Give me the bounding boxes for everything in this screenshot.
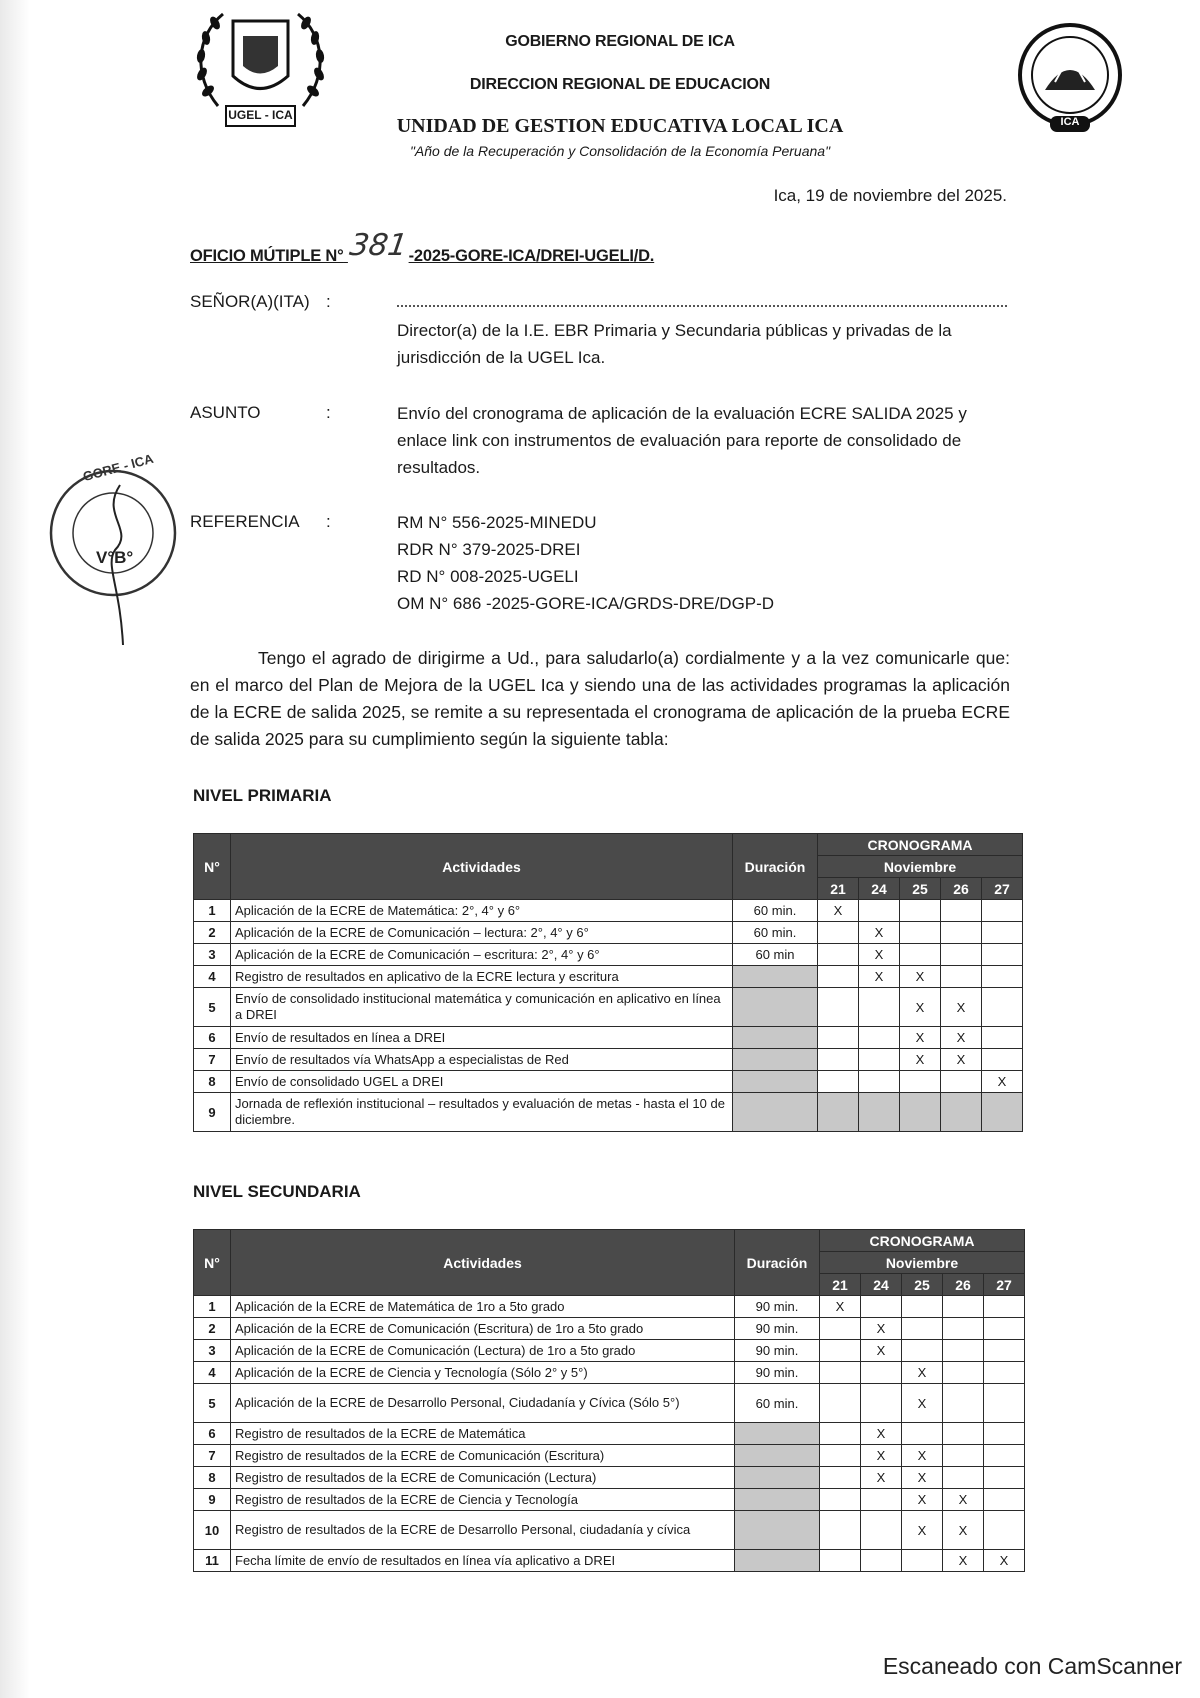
row-activity: Aplicación de la ECRE de Matemática de 1ro a 5to grado bbox=[231, 1296, 735, 1318]
schedule-mark bbox=[941, 900, 982, 922]
col-num: N° bbox=[194, 834, 231, 900]
table-row bbox=[194, 1511, 1025, 1550]
col-cronograma: CRONOGRAMA bbox=[818, 834, 1023, 856]
table-row bbox=[194, 1550, 1025, 1572]
col-day: 26 bbox=[941, 878, 982, 900]
table-row bbox=[194, 1296, 1025, 1318]
table-row bbox=[194, 1384, 1025, 1423]
table-row bbox=[194, 1318, 1025, 1340]
row-number: 4 bbox=[194, 966, 231, 988]
schedule-mark bbox=[818, 988, 859, 1027]
table-row bbox=[194, 988, 1023, 1027]
row-duration: 90 min. bbox=[735, 1362, 820, 1384]
row-duration: 60 min. bbox=[735, 1384, 820, 1423]
row-activity: Aplicación de la ECRE de Matemática: 2°, 4° y 6° bbox=[231, 900, 733, 922]
row-number: 9 bbox=[194, 1093, 231, 1132]
schedule-mark: X bbox=[902, 1489, 943, 1511]
schedule-mark bbox=[818, 1071, 859, 1093]
schedule-mark bbox=[859, 1071, 900, 1093]
schedule-mark bbox=[861, 1489, 902, 1511]
row-duration bbox=[733, 1049, 818, 1071]
row-duration: 90 min. bbox=[735, 1340, 820, 1362]
document-date: Ica, 19 de noviembre del 2025. bbox=[773, 186, 1007, 205]
senor-text: Director(a) de la I.E. EBR Primaria y Secundaria públicas y privadas de la jurisdicción de la UGEL Ica. bbox=[397, 321, 952, 367]
schedule-mark bbox=[982, 900, 1023, 922]
schedule-mark bbox=[859, 988, 900, 1027]
schedule-mark: X bbox=[861, 1340, 902, 1362]
schedule-mark: X bbox=[943, 1511, 984, 1550]
schedule-mark bbox=[941, 966, 982, 988]
row-number: 5 bbox=[194, 1384, 231, 1423]
table-row bbox=[194, 900, 1023, 922]
schedule-mark bbox=[982, 944, 1023, 966]
schedule-mark bbox=[900, 1071, 941, 1093]
addressee-dotted-line bbox=[397, 305, 1007, 307]
schedule-mark bbox=[941, 944, 982, 966]
row-number: 6 bbox=[194, 1423, 231, 1445]
schedule-mark bbox=[943, 1340, 984, 1362]
schedule-mark bbox=[984, 1362, 1025, 1384]
schedule-mark bbox=[861, 1550, 902, 1572]
schedule-mark bbox=[982, 988, 1023, 1027]
schedule-mark: X bbox=[900, 966, 941, 988]
row-number: 1 bbox=[194, 900, 231, 922]
primaria-table-body bbox=[194, 900, 1023, 1132]
row-duration bbox=[735, 1467, 820, 1489]
schedule-mark: X bbox=[861, 1445, 902, 1467]
schedule-mark bbox=[820, 1489, 861, 1511]
schedule-mark bbox=[859, 1027, 900, 1049]
asunto-text: Envío del cronograma de aplicación de la evaluación ECRE SALIDA 2025 y enlace link con instrumentos de evaluación para reporte de consolidado de resultados. bbox=[397, 404, 967, 477]
col-cronograma: CRONOGRAMA bbox=[820, 1230, 1025, 1252]
col-day: 26 bbox=[943, 1274, 984, 1296]
col-mes: Noviembre bbox=[818, 856, 1023, 878]
row-number: 9 bbox=[194, 1489, 231, 1511]
row-duration: 60 min. bbox=[733, 922, 818, 944]
left-logo-label: UGEL - ICA bbox=[228, 108, 293, 122]
row-duration bbox=[735, 1550, 820, 1572]
schedule-mark bbox=[818, 1093, 859, 1132]
table-row bbox=[194, 1423, 1025, 1445]
schedule-mark bbox=[943, 1423, 984, 1445]
schedule-mark: X bbox=[941, 1027, 982, 1049]
row-number: 7 bbox=[194, 1049, 231, 1071]
schedule-mark bbox=[902, 1550, 943, 1572]
row-duration bbox=[735, 1511, 820, 1550]
schedule-mark bbox=[902, 1318, 943, 1340]
nivel-secundaria-title: NIVEL SECUNDARIA bbox=[193, 1182, 361, 1201]
header-motto: "Año de la Recuperación y Consolidación de la Economía Peruana" bbox=[409, 143, 831, 159]
row-number: 11 bbox=[194, 1550, 231, 1572]
col-duracion: Duración bbox=[733, 834, 818, 900]
row-number: 10 bbox=[194, 1511, 231, 1550]
schedule-mark bbox=[943, 1384, 984, 1423]
row-duration bbox=[735, 1445, 820, 1467]
row-activity: Aplicación de la ECRE de Comunicación (Lectura) de 1ro a 5to grado bbox=[231, 1340, 735, 1362]
referencia-item: RD N° 008-2025-UGELI bbox=[397, 567, 579, 586]
row-activity: Registro de resultados en aplicativo de la ECRE lectura y escritura bbox=[231, 966, 733, 988]
primaria-schedule-table bbox=[193, 833, 1023, 1132]
row-duration: 60 min bbox=[733, 944, 818, 966]
row-activity: Registro de resultados de la ECRE de Comunicación (Escritura) bbox=[231, 1445, 735, 1467]
referencia-item: RM N° 556-2025-MINEDU bbox=[397, 513, 597, 532]
schedule-mark bbox=[820, 1467, 861, 1489]
schedule-mark bbox=[943, 1296, 984, 1318]
schedule-mark bbox=[818, 1049, 859, 1071]
row-activity: Registro de resultados de la ECRE de Comunicación (Lectura) bbox=[231, 1467, 735, 1489]
schedule-mark bbox=[984, 1467, 1025, 1489]
row-number: 4 bbox=[194, 1362, 231, 1384]
oficio-number-handwritten: 381 bbox=[347, 228, 410, 263]
row-number: 8 bbox=[194, 1071, 231, 1093]
row-duration bbox=[735, 1423, 820, 1445]
schedule-mark: X bbox=[943, 1550, 984, 1572]
row-duration bbox=[733, 966, 818, 988]
asunto-label: ASUNTO bbox=[190, 403, 261, 422]
col-day: 25 bbox=[900, 878, 941, 900]
schedule-mark: X bbox=[902, 1362, 943, 1384]
body-paragraph-text: Tengo el agrado de dirigirme a Ud., para saludarlo(a) cordialmente y a la vez comunicarle que: en el marco del Plan de Mejora de la UGEL Ica y siendo una de las actividades programas la aplicación de la ECRE de salida 2025, se remite a su representada el cronograma de aplicación de la prueba ECRE de salida 2025 para su cumplimiento según la siguiente tabla: bbox=[190, 648, 1010, 749]
table-row bbox=[194, 922, 1023, 944]
col-day: 25 bbox=[902, 1274, 943, 1296]
nivel-primaria-title: NIVEL PRIMARIA bbox=[193, 786, 332, 805]
schedule-mark: X bbox=[982, 1071, 1023, 1093]
schedule-mark: X bbox=[941, 988, 982, 1027]
row-activity: Envío de consolidado UGEL a DREI bbox=[231, 1071, 733, 1093]
schedule-mark bbox=[943, 1445, 984, 1467]
schedule-mark bbox=[984, 1445, 1025, 1467]
right-logo-label: ICA bbox=[1060, 116, 1080, 128]
schedule-mark bbox=[984, 1318, 1025, 1340]
schedule-mark bbox=[820, 1511, 861, 1550]
table-row bbox=[194, 1362, 1025, 1384]
schedule-mark bbox=[818, 922, 859, 944]
schedule-mark bbox=[900, 1093, 941, 1132]
schedule-mark: X bbox=[820, 1296, 861, 1318]
row-duration bbox=[735, 1489, 820, 1511]
row-duration bbox=[733, 1027, 818, 1049]
row-number: 8 bbox=[194, 1467, 231, 1489]
schedule-mark bbox=[820, 1362, 861, 1384]
row-number: 2 bbox=[194, 922, 231, 944]
row-activity: Aplicación de la ECRE de Comunicación – escritura: 2°, 4° y 6° bbox=[231, 944, 733, 966]
schedule-mark bbox=[984, 1296, 1025, 1318]
referencia-colon: : bbox=[326, 512, 331, 531]
row-activity: Registro de resultados de la ECRE de Desarrollo Personal, ciudadanía y cívica bbox=[231, 1511, 735, 1550]
row-activity: Fecha límite de envío de resultados en línea vía aplicativo a DREI bbox=[231, 1550, 735, 1572]
schedule-mark bbox=[859, 1093, 900, 1132]
schedule-mark bbox=[859, 1049, 900, 1071]
row-duration: 60 min. bbox=[733, 900, 818, 922]
schedule-mark bbox=[861, 1384, 902, 1423]
row-duration bbox=[733, 1071, 818, 1093]
schedule-mark bbox=[943, 1467, 984, 1489]
row-number: 3 bbox=[194, 1340, 231, 1362]
schedule-mark bbox=[820, 1550, 861, 1572]
schedule-mark bbox=[820, 1318, 861, 1340]
schedule-mark bbox=[900, 922, 941, 944]
table-row bbox=[194, 1071, 1023, 1093]
schedule-mark bbox=[984, 1489, 1025, 1511]
secundaria-schedule-table bbox=[193, 1229, 1025, 1572]
schedule-mark bbox=[861, 1511, 902, 1550]
schedule-mark: X bbox=[902, 1467, 943, 1489]
referencia-item: OM N° 686 -2025-GORE-ICA/GRDS-DRE/DGP-D bbox=[397, 594, 775, 613]
table-row bbox=[194, 1489, 1025, 1511]
table-row bbox=[194, 1445, 1025, 1467]
row-activity: Registro de resultados de la ECRE de Ciencia y Tecnología bbox=[231, 1489, 735, 1511]
oficio-prefix: OFICIO MÚTIPLE N° bbox=[190, 247, 344, 265]
schedule-mark bbox=[820, 1384, 861, 1423]
referencia-item: RDR N° 379-2025-DREI bbox=[397, 540, 581, 559]
schedule-mark bbox=[902, 1340, 943, 1362]
senor-colon: : bbox=[326, 292, 331, 311]
schedule-mark bbox=[984, 1384, 1025, 1423]
schedule-mark bbox=[900, 900, 941, 922]
schedule-mark bbox=[859, 900, 900, 922]
col-day: 21 bbox=[820, 1274, 861, 1296]
row-duration bbox=[733, 988, 818, 1027]
col-day: 27 bbox=[984, 1274, 1025, 1296]
schedule-mark bbox=[984, 1511, 1025, 1550]
schedule-mark bbox=[943, 1318, 984, 1340]
schedule-mark bbox=[900, 944, 941, 966]
schedule-mark bbox=[902, 1423, 943, 1445]
table-row bbox=[194, 1340, 1025, 1362]
schedule-mark bbox=[941, 1093, 982, 1132]
schedule-mark bbox=[820, 1445, 861, 1467]
schedule-mark bbox=[984, 1423, 1025, 1445]
col-day: 21 bbox=[818, 878, 859, 900]
row-activity: Envío de consolidado institucional matemática y comunicación en aplicativo en línea a DREI bbox=[231, 988, 733, 1027]
schedule-mark bbox=[982, 1093, 1023, 1132]
row-activity: Aplicación de la ECRE de Comunicación (Escritura) de 1ro a 5to grado bbox=[231, 1318, 735, 1340]
row-number: 3 bbox=[194, 944, 231, 966]
schedule-mark: X bbox=[859, 922, 900, 944]
schedule-mark: X bbox=[861, 1318, 902, 1340]
row-number: 7 bbox=[194, 1445, 231, 1467]
schedule-mark bbox=[820, 1340, 861, 1362]
schedule-mark bbox=[861, 1362, 902, 1384]
schedule-mark bbox=[982, 966, 1023, 988]
row-duration: 90 min. bbox=[735, 1296, 820, 1318]
schedule-mark bbox=[818, 1027, 859, 1049]
stamp-top-text: GORE - ICA bbox=[81, 450, 155, 485]
schedule-mark bbox=[982, 1049, 1023, 1071]
schedule-mark bbox=[818, 944, 859, 966]
schedule-mark bbox=[982, 1027, 1023, 1049]
body-paragraph bbox=[190, 645, 1010, 753]
schedule-mark bbox=[982, 922, 1023, 944]
schedule-mark: X bbox=[859, 944, 900, 966]
schedule-mark: X bbox=[943, 1489, 984, 1511]
col-day: 24 bbox=[861, 1274, 902, 1296]
schedule-mark: X bbox=[941, 1049, 982, 1071]
schedule-mark: X bbox=[902, 1445, 943, 1467]
schedule-mark: X bbox=[861, 1467, 902, 1489]
schedule-mark: X bbox=[900, 1027, 941, 1049]
col-actividades: Actividades bbox=[231, 834, 733, 900]
row-number: 5 bbox=[194, 988, 231, 1027]
senor-label: SEÑOR(A)(ITA) bbox=[190, 292, 310, 311]
schedule-mark bbox=[984, 1340, 1025, 1362]
stamp-center-text: V°B° bbox=[96, 548, 134, 567]
schedule-mark: X bbox=[902, 1384, 943, 1423]
col-day: 24 bbox=[859, 878, 900, 900]
row-activity: Registro de resultados de la ECRE de Matemática bbox=[231, 1423, 735, 1445]
oficio-suffix: -2025-GORE-ICA/DREI-UGELI/D. bbox=[408, 247, 655, 265]
row-activity: Envío de resultados vía WhatsApp a especialistas de Red bbox=[231, 1049, 733, 1071]
table-row bbox=[194, 1093, 1023, 1132]
schedule-mark bbox=[861, 1296, 902, 1318]
row-duration: 90 min. bbox=[735, 1318, 820, 1340]
row-number: 2 bbox=[194, 1318, 231, 1340]
header-unit: UNIDAD DE GESTION EDUCATIVA LOCAL ICA bbox=[396, 115, 844, 137]
schedule-mark bbox=[941, 922, 982, 944]
col-num: N° bbox=[194, 1230, 231, 1296]
schedule-mark: X bbox=[984, 1550, 1025, 1572]
row-activity: Jornada de reflexión institucional – resultados y evaluación de metas - hasta el 10 de diciembre. bbox=[231, 1093, 733, 1132]
schedule-mark: X bbox=[902, 1511, 943, 1550]
schedule-mark: X bbox=[859, 966, 900, 988]
col-mes: Noviembre bbox=[820, 1252, 1025, 1274]
col-duracion: Duración bbox=[735, 1230, 820, 1296]
table-row bbox=[194, 1049, 1023, 1071]
table-row bbox=[194, 944, 1023, 966]
col-day: 27 bbox=[982, 878, 1023, 900]
header-government: GOBIERNO REGIONAL DE ICA bbox=[505, 33, 735, 50]
header-direction: DIRECCION REGIONAL DE EDUCACION bbox=[469, 76, 771, 93]
schedule-mark bbox=[818, 966, 859, 988]
referencia-list bbox=[397, 509, 1015, 617]
schedule-mark bbox=[941, 1071, 982, 1093]
camscanner-watermark: Escaneado con CamScanner bbox=[882, 1653, 1182, 1679]
oficio-title bbox=[190, 228, 655, 269]
scan-edge-shadow bbox=[0, 0, 30, 1698]
table-row bbox=[194, 1027, 1023, 1049]
referencia-label: REFERENCIA bbox=[190, 512, 300, 531]
schedule-mark bbox=[902, 1296, 943, 1318]
schedule-mark: X bbox=[861, 1423, 902, 1445]
schedule-mark: X bbox=[900, 1049, 941, 1071]
table-row bbox=[194, 966, 1023, 988]
row-activity: Aplicación de la ECRE de Desarrollo Personal, Ciudadanía y Cívica (Sólo 5°) bbox=[231, 1384, 735, 1423]
asunto-colon: : bbox=[326, 403, 331, 422]
row-activity: Aplicación de la ECRE de Ciencia y Tecnología (Sólo 2° y 5°) bbox=[231, 1362, 735, 1384]
row-activity: Aplicación de la ECRE de Comunicación – lectura: 2°, 4° y 6° bbox=[231, 922, 733, 944]
schedule-mark: X bbox=[900, 988, 941, 1027]
row-duration bbox=[733, 1093, 818, 1132]
row-number: 1 bbox=[194, 1296, 231, 1318]
col-actividades: Actividades bbox=[231, 1230, 735, 1296]
schedule-mark bbox=[943, 1362, 984, 1384]
row-activity: Envío de resultados en línea a DREI bbox=[231, 1027, 733, 1049]
schedule-mark: X bbox=[818, 900, 859, 922]
schedule-mark bbox=[820, 1423, 861, 1445]
secundaria-table-body bbox=[194, 1296, 1025, 1572]
table-row bbox=[194, 1467, 1025, 1489]
row-number: 6 bbox=[194, 1027, 231, 1049]
